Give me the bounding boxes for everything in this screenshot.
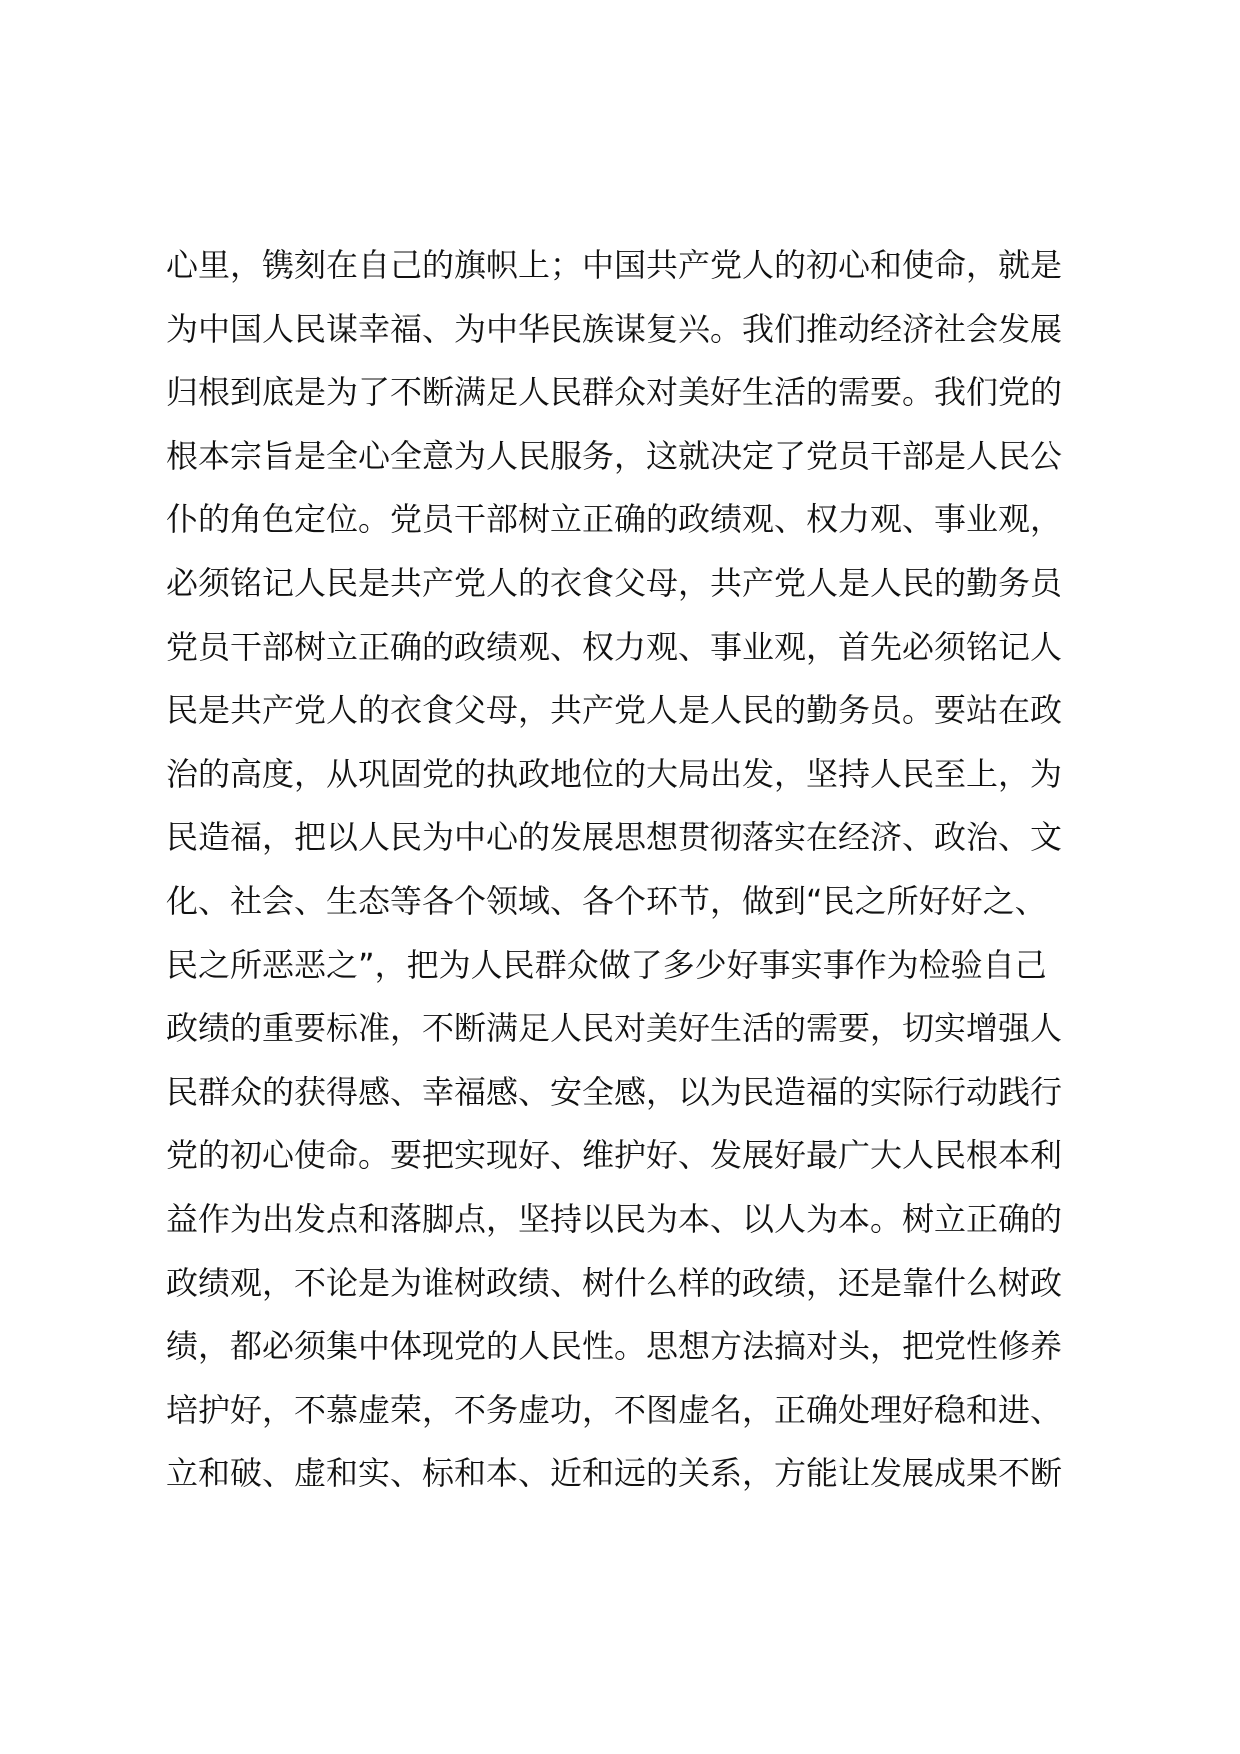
text-line: 民群众的获得感、幸福感、安全感，以为民造福的实际行动践行	[166, 1072, 1063, 1111]
text-line: 民是共产党人的衣食父母，共产党人是人民的勤务员。要站在政	[166, 691, 1063, 730]
text-line: 化、社会、生态等各个领域、各个环节，做到“民之所好好之、	[166, 881, 1047, 920]
text-line: 政绩的重要标准，不断满足人民对美好生活的需要，切实增强人	[166, 1009, 1063, 1048]
text-line: 根本宗旨是全心全意为人民服务，这就决定了党员干部是人民公	[166, 436, 1063, 475]
body-text	[166, 234, 1096, 1506]
text-line: 必须铭记人民是共产党人的衣食父母，共产党人是人民的勤务员	[166, 563, 1063, 602]
text-line: 为中国人民谋幸福、为中华民族谋复兴。我们推动经济社会发展	[166, 309, 1063, 348]
text-line: 党员干部树立正确的政绩观、权力观、事业观，首先必须铭记人	[166, 627, 1063, 666]
text-line: 心里，镌刻在自己的旗帜上；中国共产党人的初心和使命，就是	[166, 246, 1063, 284]
text-line: 培护好，不慕虚荣，不务虚功，不图虚名，正确处理好稳和进、	[166, 1390, 1063, 1429]
text-line: 立和破、虚和实、标和本、近和远的关系，方能让发展成果不断	[166, 1454, 1063, 1493]
text-line: 民造福，把以人民为中心的发展思想贯彻落实在经济、政治、文	[166, 818, 1063, 857]
text-line: 仆的角色定位。党员干部树立正确的政绩观、权力观、事业观，	[166, 500, 1063, 539]
text-line: 民之所恶恶之”，把为人民群众做了多少好事实事作为检验自己	[166, 945, 1047, 984]
text-line: 益作为出发点和落脚点，坚持以民为本、以人为本。树立正确的	[166, 1199, 1063, 1238]
text-line: 绩，都必须集中体现党的人民性。思想方法搞对头，把党性修养	[166, 1327, 1063, 1366]
text-line: 归根到底是为了不断满足人民群众对美好生活的需要。我们党的	[166, 373, 1063, 412]
text-line: 政绩观，不论是为谁树政绩、树什么样的政绩，还是靠什么树政	[166, 1263, 1063, 1302]
text-line: 党的初心使命。要把实现好、维护好、发展好最广大人民根本利	[166, 1136, 1063, 1175]
text-line: 治的高度，从巩固党的执政地位的大局出发，坚持人民至上，为	[166, 754, 1063, 793]
